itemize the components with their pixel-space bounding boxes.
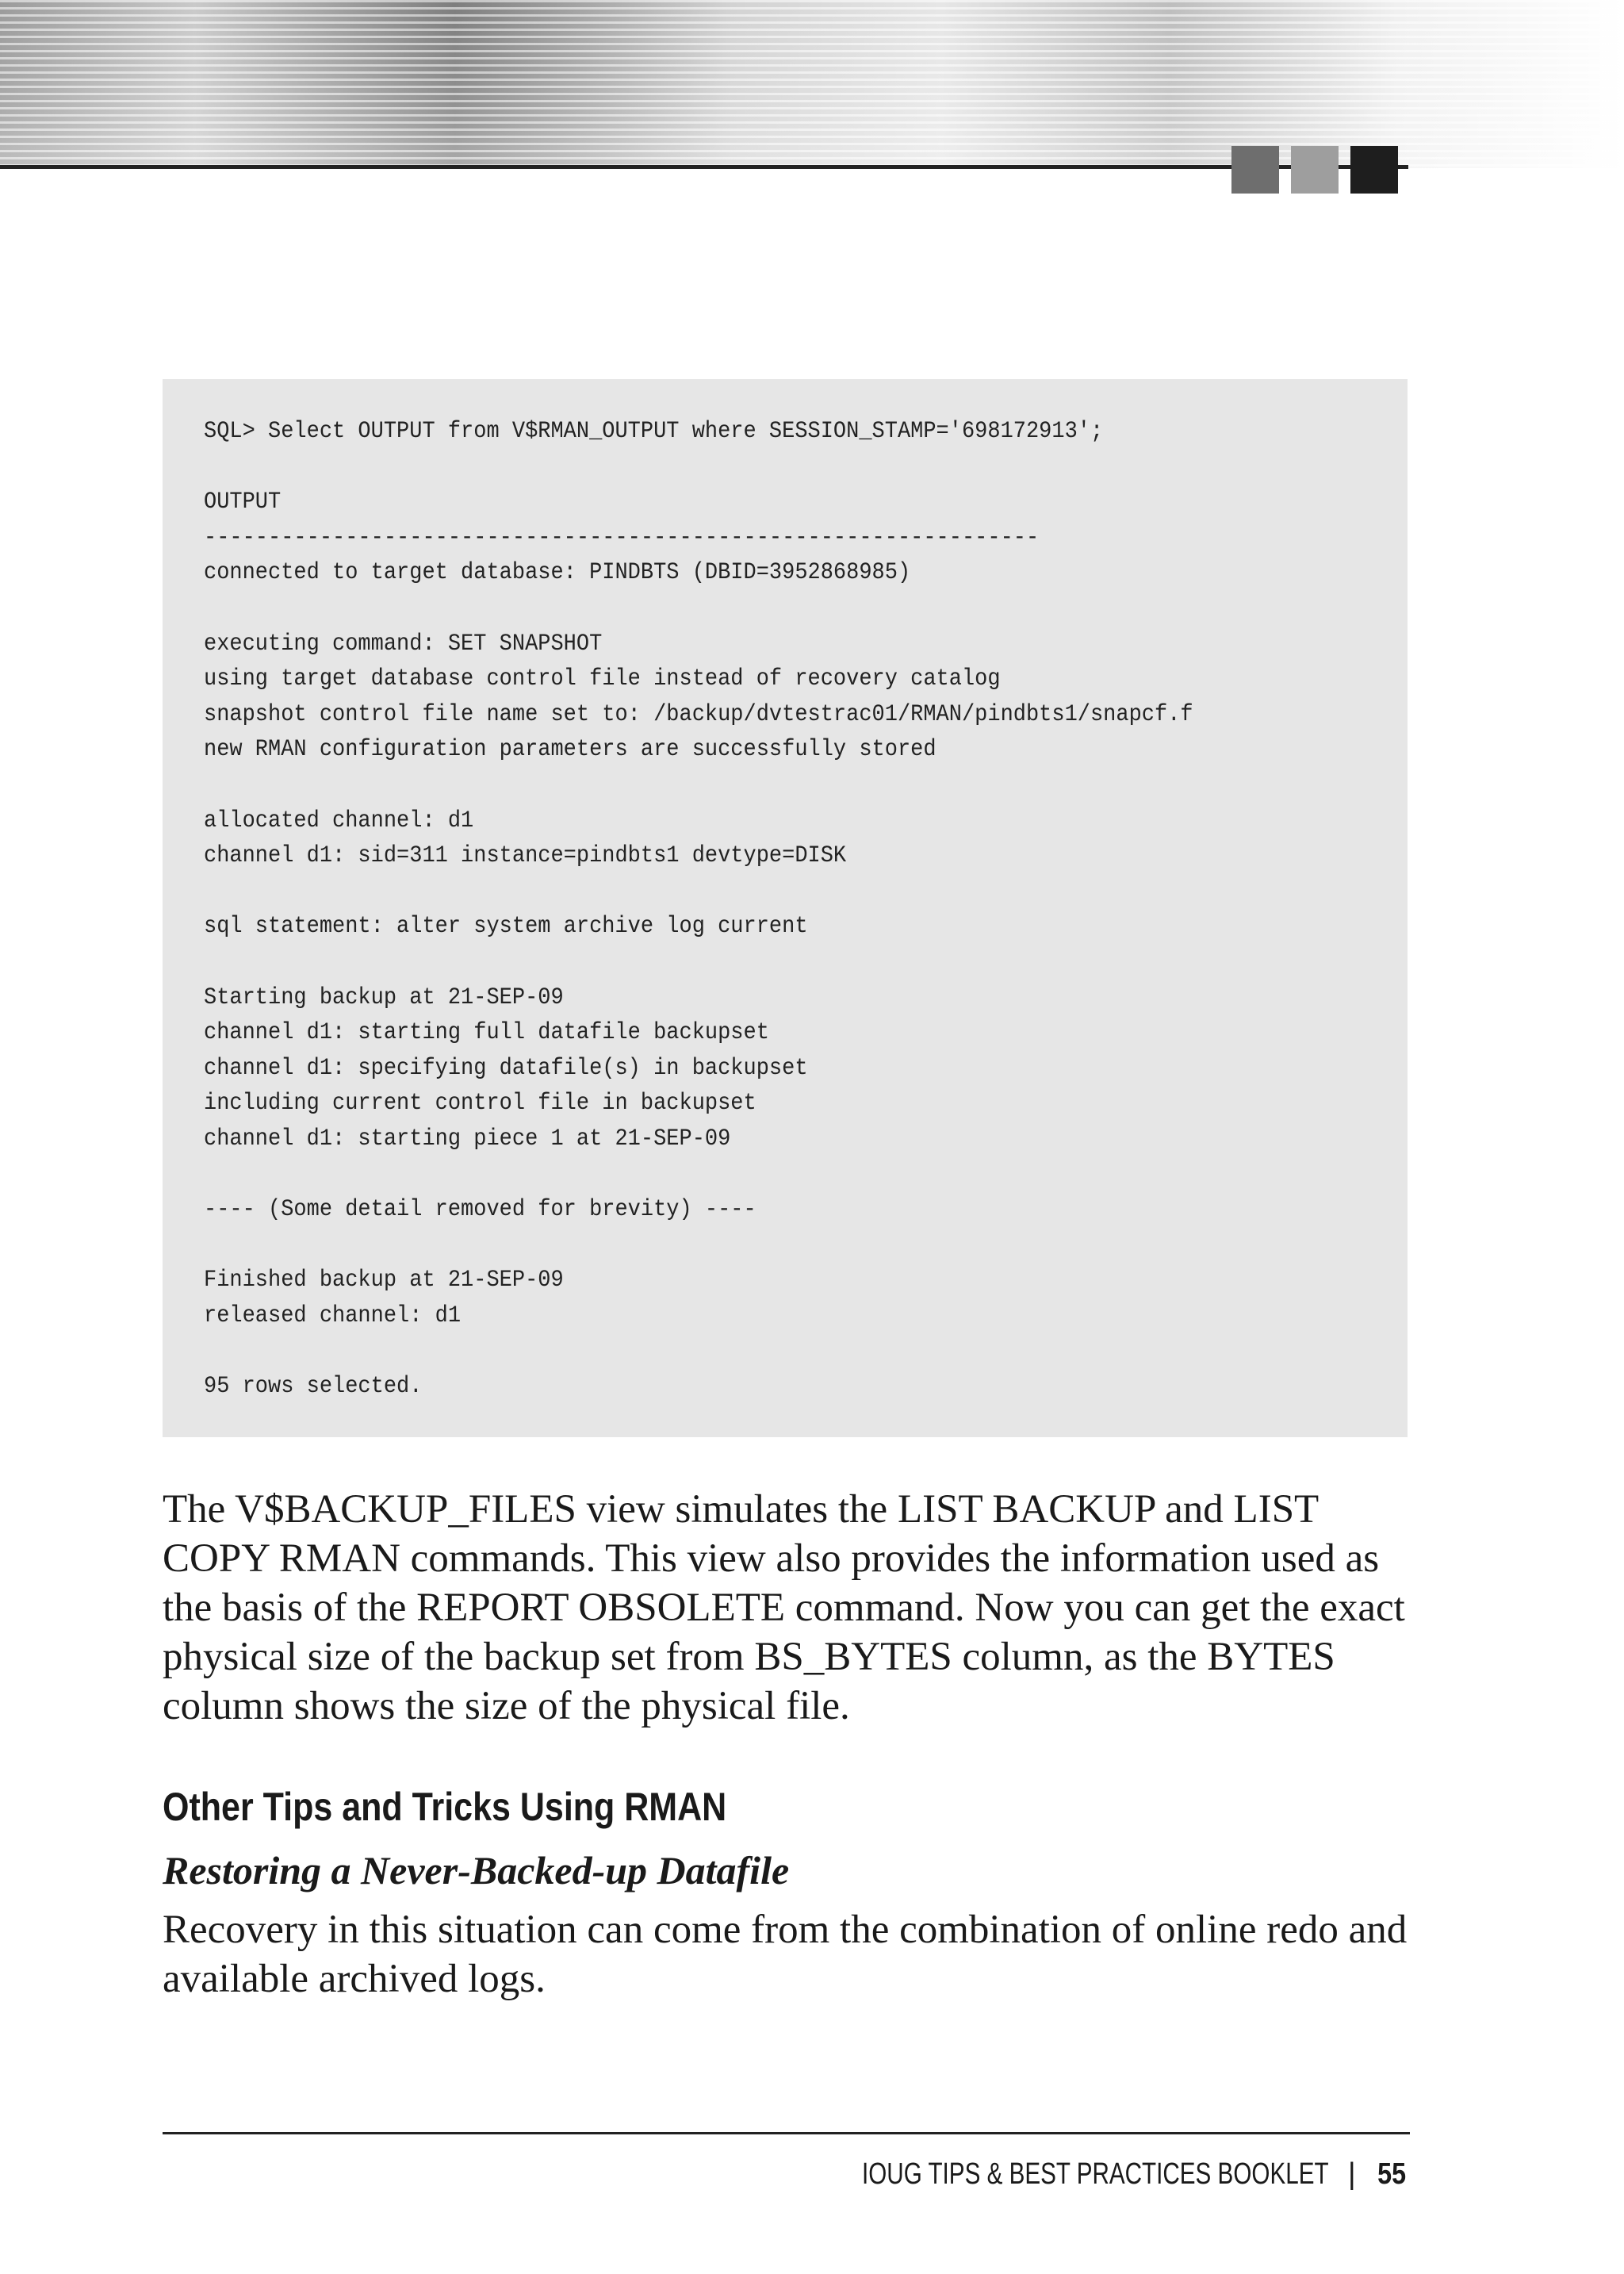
code-line: Finished backup at 21-SEP-09 — [204, 1267, 564, 1294]
code-block — [163, 379, 1408, 1437]
body-paragraph-backup-files: The V$BACKUP_FILES view simulates the LIST BACKUP and LIST COPY RMAN commands. This view also provides the information used as the basis of the REPORT OBSOLETE command. Now you can get the exact physical size of the backup set from BS_BYTES column, as the BYTES column shows the size of the physical file. — [163, 1487, 1405, 1728]
code-line — [204, 1333, 1287, 1369]
code-line — [204, 1228, 1287, 1264]
footer-booklet-title: IOUG TIPS & BEST PRACTICES BOOKLET — [862, 2157, 1329, 2191]
code-line: allocated channel: d1 — [204, 807, 474, 834]
header-rule — [0, 165, 1408, 169]
page-footer — [730, 2157, 1408, 2192]
code-line — [204, 450, 1287, 485]
code-line: Starting backup at 21-SEP-09 — [204, 984, 564, 1011]
code-line: released channel: d1 — [204, 1302, 462, 1329]
section-heading: Other Tips and Tricks Using RMAN — [163, 1785, 727, 1829]
code-line: ---- (Some detail removed for brevity) ---- — [204, 1196, 756, 1224]
footer-rule — [163, 2132, 1410, 2134]
body-paragraph-recovery: Recovery in this situation can come from the combination of online redo and available archived logs. — [163, 1908, 1408, 2001]
square-dark-gray — [1231, 146, 1279, 194]
footer-separator: | — [1347, 2157, 1356, 2191]
code-line — [204, 874, 1287, 910]
code-line: using target database control file instead of recovery catalog — [204, 665, 1001, 693]
code-line: sql statement: alter system archive log current — [204, 913, 808, 941]
code-line: 95 rows selected. — [204, 1373, 423, 1401]
code-line: channel d1: starting piece 1 at 21-SEP-09 — [204, 1125, 731, 1152]
header-banner-fade — [0, 0, 1624, 168]
code-line — [204, 591, 1287, 627]
square-black — [1350, 146, 1398, 194]
page-number: 55 — [1377, 2157, 1406, 2191]
code-line: including current control file in backupset — [204, 1090, 756, 1118]
code-line: new RMAN configuration parameters are successfully stored — [204, 736, 936, 764]
code-line: executing command: SET SNAPSHOT — [204, 630, 603, 658]
code-line: ----------------------------------------------------------------- — [204, 523, 1040, 551]
code-line: channel d1: starting full datafile backupset — [204, 1019, 769, 1047]
code-line: channel d1: specifying datafile(s) in backupset — [204, 1054, 808, 1082]
code-line — [204, 945, 1287, 980]
code-line — [204, 1156, 1287, 1192]
code-line — [204, 768, 1287, 803]
code-line: connected to target database: PINDBTS (DBID=3952868985) — [204, 559, 911, 587]
code-line: SQL> Select OUTPUT from V$RMAN_OUTPUT where SESSION_STAMP='698172913'; — [204, 418, 1104, 445]
code-line: channel d1: sid=311 instance=pindbts1 devtype=DISK — [204, 842, 847, 870]
header-squares — [1231, 146, 1398, 194]
section-subheading: Restoring a Never-Backed-up Datafile — [163, 1848, 790, 1892]
code-line: snapshot control file name set to: /backup/dvtestrac01/RMAN/pindbts1/snapcf.f — [204, 700, 1193, 728]
code-line: OUTPUT — [204, 489, 282, 516]
square-light-gray — [1291, 146, 1339, 194]
